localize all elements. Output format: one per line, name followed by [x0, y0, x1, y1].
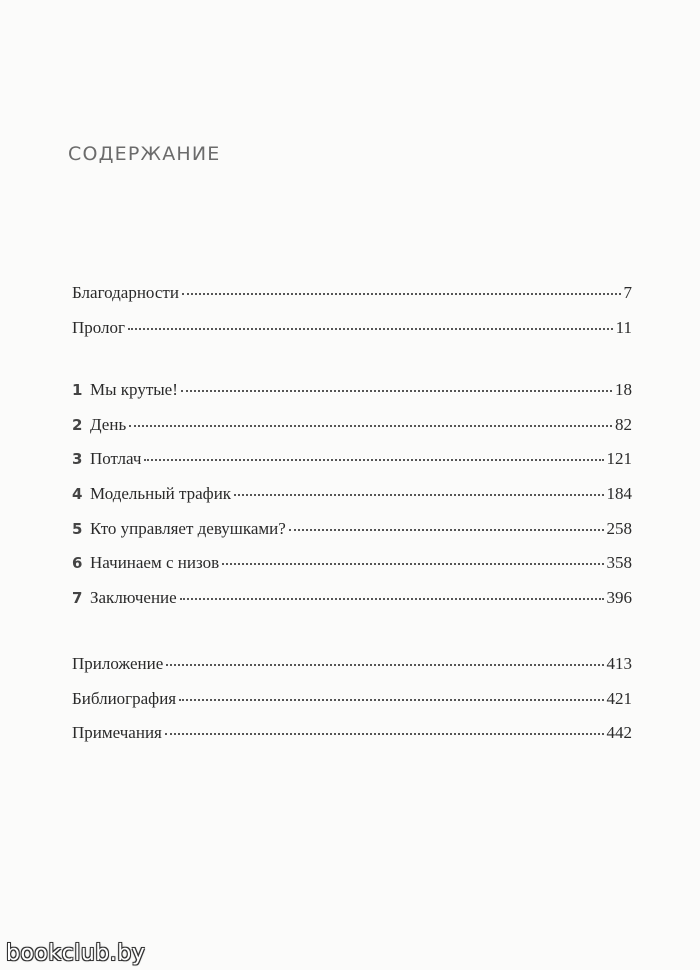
toc-entry-title: Мы крутые! [90, 380, 178, 399]
toc-entry-page: 121 [606, 449, 632, 469]
toc-entry-page: 18 [615, 380, 632, 399]
dot-leader [182, 292, 621, 295]
toc-entry [72, 655, 632, 690]
toc-entry-title: День [90, 414, 127, 434]
toc-entry-title: Благодарности [72, 283, 179, 302]
toc-entry-page: 258 [606, 518, 632, 538]
chapter-number: 6 [72, 554, 83, 573]
toc-chapters [72, 381, 632, 624]
chapter-number: 2 [72, 415, 83, 434]
toc-entry-page: 421 [606, 688, 632, 708]
toc-entry-page: 184 [606, 484, 632, 504]
dot-leader [180, 597, 604, 600]
chapter-number: 1 [72, 381, 83, 399]
toc-entry [72, 724, 632, 759]
toc-entry-title: Начинаем с низов [90, 553, 220, 573]
toc-chapter-entry [72, 450, 632, 485]
toc-entry-page: 442 [606, 723, 632, 743]
toc-chapter-entry [72, 485, 632, 520]
toc-entry-page: 413 [606, 654, 632, 673]
toc-entry-title: Примечания [72, 723, 162, 743]
toc-entry-page: 11 [615, 317, 632, 337]
toc-entry-page: 82 [615, 414, 632, 434]
toc-chapter-entry [72, 381, 632, 416]
chapter-number: 7 [72, 589, 83, 608]
toc-entry-title: Потлач [90, 449, 142, 469]
page-title: СОДЕРЖАНИЕ [68, 142, 221, 165]
dot-leader [179, 698, 603, 701]
dot-leader [234, 493, 603, 496]
toc-chapter-entry [72, 589, 632, 624]
toc-entry-page: 396 [606, 588, 632, 608]
dot-leader [128, 327, 613, 330]
chapter-number: 3 [72, 450, 83, 469]
dot-leader [289, 528, 604, 531]
toc-chapter-entry [72, 554, 632, 589]
toc-entry-title: Кто управляет девушками? [90, 518, 286, 538]
chapter-number: 4 [72, 485, 83, 504]
dot-leader [144, 458, 603, 461]
toc-entry [72, 319, 632, 354]
toc-entry-page: 358 [606, 553, 632, 573]
toc-back-matter [72, 655, 632, 759]
dot-leader [181, 389, 612, 392]
toc-entry-title: Модельный трафик [90, 484, 232, 504]
toc-chapter-entry [72, 416, 632, 451]
dot-leader [222, 562, 603, 565]
toc-entry-title: Пролог [72, 317, 126, 337]
toc-chapter-entry [72, 520, 632, 555]
dot-leader [129, 424, 612, 427]
toc-entry-page: 7 [623, 283, 632, 302]
dot-leader [165, 732, 604, 735]
dot-leader [166, 663, 603, 666]
toc-front-matter [72, 284, 632, 353]
watermark: bookclub.by [6, 941, 146, 966]
toc-entry [72, 690, 632, 725]
toc-entry-title: Заключение [90, 588, 177, 608]
toc-entry-title: Приложение [72, 654, 164, 673]
chapter-number: 5 [72, 519, 83, 538]
toc-entry-title: Библиография [72, 688, 177, 708]
toc-entry [72, 284, 632, 319]
